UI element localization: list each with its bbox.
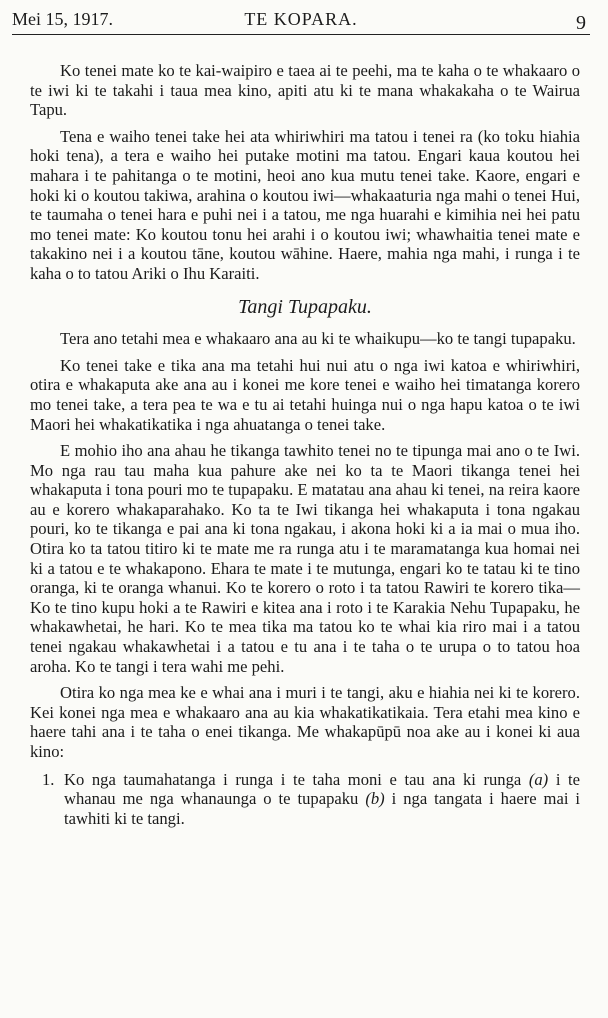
list-marker-a: (a) (528, 769, 549, 789)
list-item (30, 770, 580, 829)
page-number: 9 (576, 12, 586, 34)
paragraph: E mohio iho ana ahau he tikanga tawhito tenei no te tipunga mai ano o te Iwi. Mo nga rau tau maha kua pahure ake nei ko ta te Maori tikanga tenei hei whakaputa i tona pouri mo te tupapaku. E matatau ana ahau ki tenei, na reira kaore au e korero whakaparahako. Ko ta te Iwi tikanga hei whakaputa i tona ngakau pouri, ko te tikanga e pai ana ki tona ngakau, i akona hoki ki a ia mai o mua iho. Otira ko ta tatou titiro ki te mate me ra runga atu i te maramatanga kua homai nei ki a tatou e te whakapono. Ehara te mate i te mutunga, engari ko te tatau ki te tino oranga, ki te oranga whanui. Ko te korero o roto i ta tatou Rawiri te korero tika—Ko te tino kupu hoki a te Rawiri e kitea ana i roto i te Karakia Nehu Tupapaku, he whakawhetai, he hari. Ko te mea tika ma tatou ko te whai kia riro mai i a tatou tenei ngakau whakawhetai i a tatou e tu ana i te taha o te urupa o to tatou hoa aroha. Ko te tangi i tera wahi me pehi. (30, 441, 580, 676)
running-head (12, 4, 590, 35)
journal-title: TE KOPARA. (244, 9, 358, 29)
article-body (12, 35, 590, 828)
list-item-text: i nga tangata i haere mai i tawhiti ki te tangi. (64, 789, 581, 828)
paragraph: Ko tenei mate ko te kai-waipiro e taea ai te peehi, ma te kaha o te whakaaro o te iwi ki te takahi i taua mea kino, apiti atu ki te mana whakakaha o te Wairua Tapu. (30, 61, 580, 120)
list-item-text: Ko nga taumahatanga i runga i te taha moni e tau ana ki runga (64, 769, 522, 789)
paragraph: Tena e waiho tenei take hei ata whiriwhiri ma tatou i tenei ra (ko toku hiahia hoki tena), a tera e waiho hei putake motini ma tatou. Engari kaua koutou hei mahara i te pahitanga o te motini, heoi ano kua mutu tenei take. Kaore, engari e hoki ki o koutou takiwa, arahina o koutou iwi—whakaaturia nga mahi o tenei Hui, te taumaha o tenei hara e puhi nei i a tatou, me nga huarahi e kimihia nei hei patu mo tenei mate: Ko koutou tonu hei arahi i o koutou iwi; whawhaitia tenei mate e takakino nei i a koutou tāne, koutou wāhine. Haere, mahia nga mahi, i runga i te kaha o to tatou Ariki o Ihu Karaiti. (30, 126, 580, 283)
paragraph: Otira ko nga mea ke e whai ana i muri i te tangi, aku e hiahia nei ki te korero. Kei konei nga mea e whakaaro ana au kia whakatikatikaia. Tera etahi mea kino e haere tahi ana i te taha o enei tikanga. Me whakapūpū noa ake au i konei ki aua kino: (30, 683, 580, 761)
paragraph: Tera ano tetahi mea e whakaaro ana au ki te whaikupu—ko te tangi tupapaku. (60, 329, 576, 349)
list-item-text: i te whanau me nga whanaunga o te tupapaku (64, 769, 581, 809)
issue-date: Mei 15, 1917. (12, 9, 113, 29)
list-marker-b: (b) (365, 789, 385, 809)
list-item-number: 1. (42, 769, 55, 789)
section-heading: Tangi Tupapaku. (238, 295, 372, 318)
paragraph: Ko tenei take e tika ana ma tetahi hui nui atu o nga iwi katoa e whiriwhiri, otira e whakaputa ake ana au i konei me kore tenei e waiho hei timatanga korero mo tenei take, a tera pea te wa e tu ai tetahi huinga nui o nga hapu katoa o te iwi Maori hei whakatikatika i nga ahuatanga o tenei take. (30, 355, 580, 434)
